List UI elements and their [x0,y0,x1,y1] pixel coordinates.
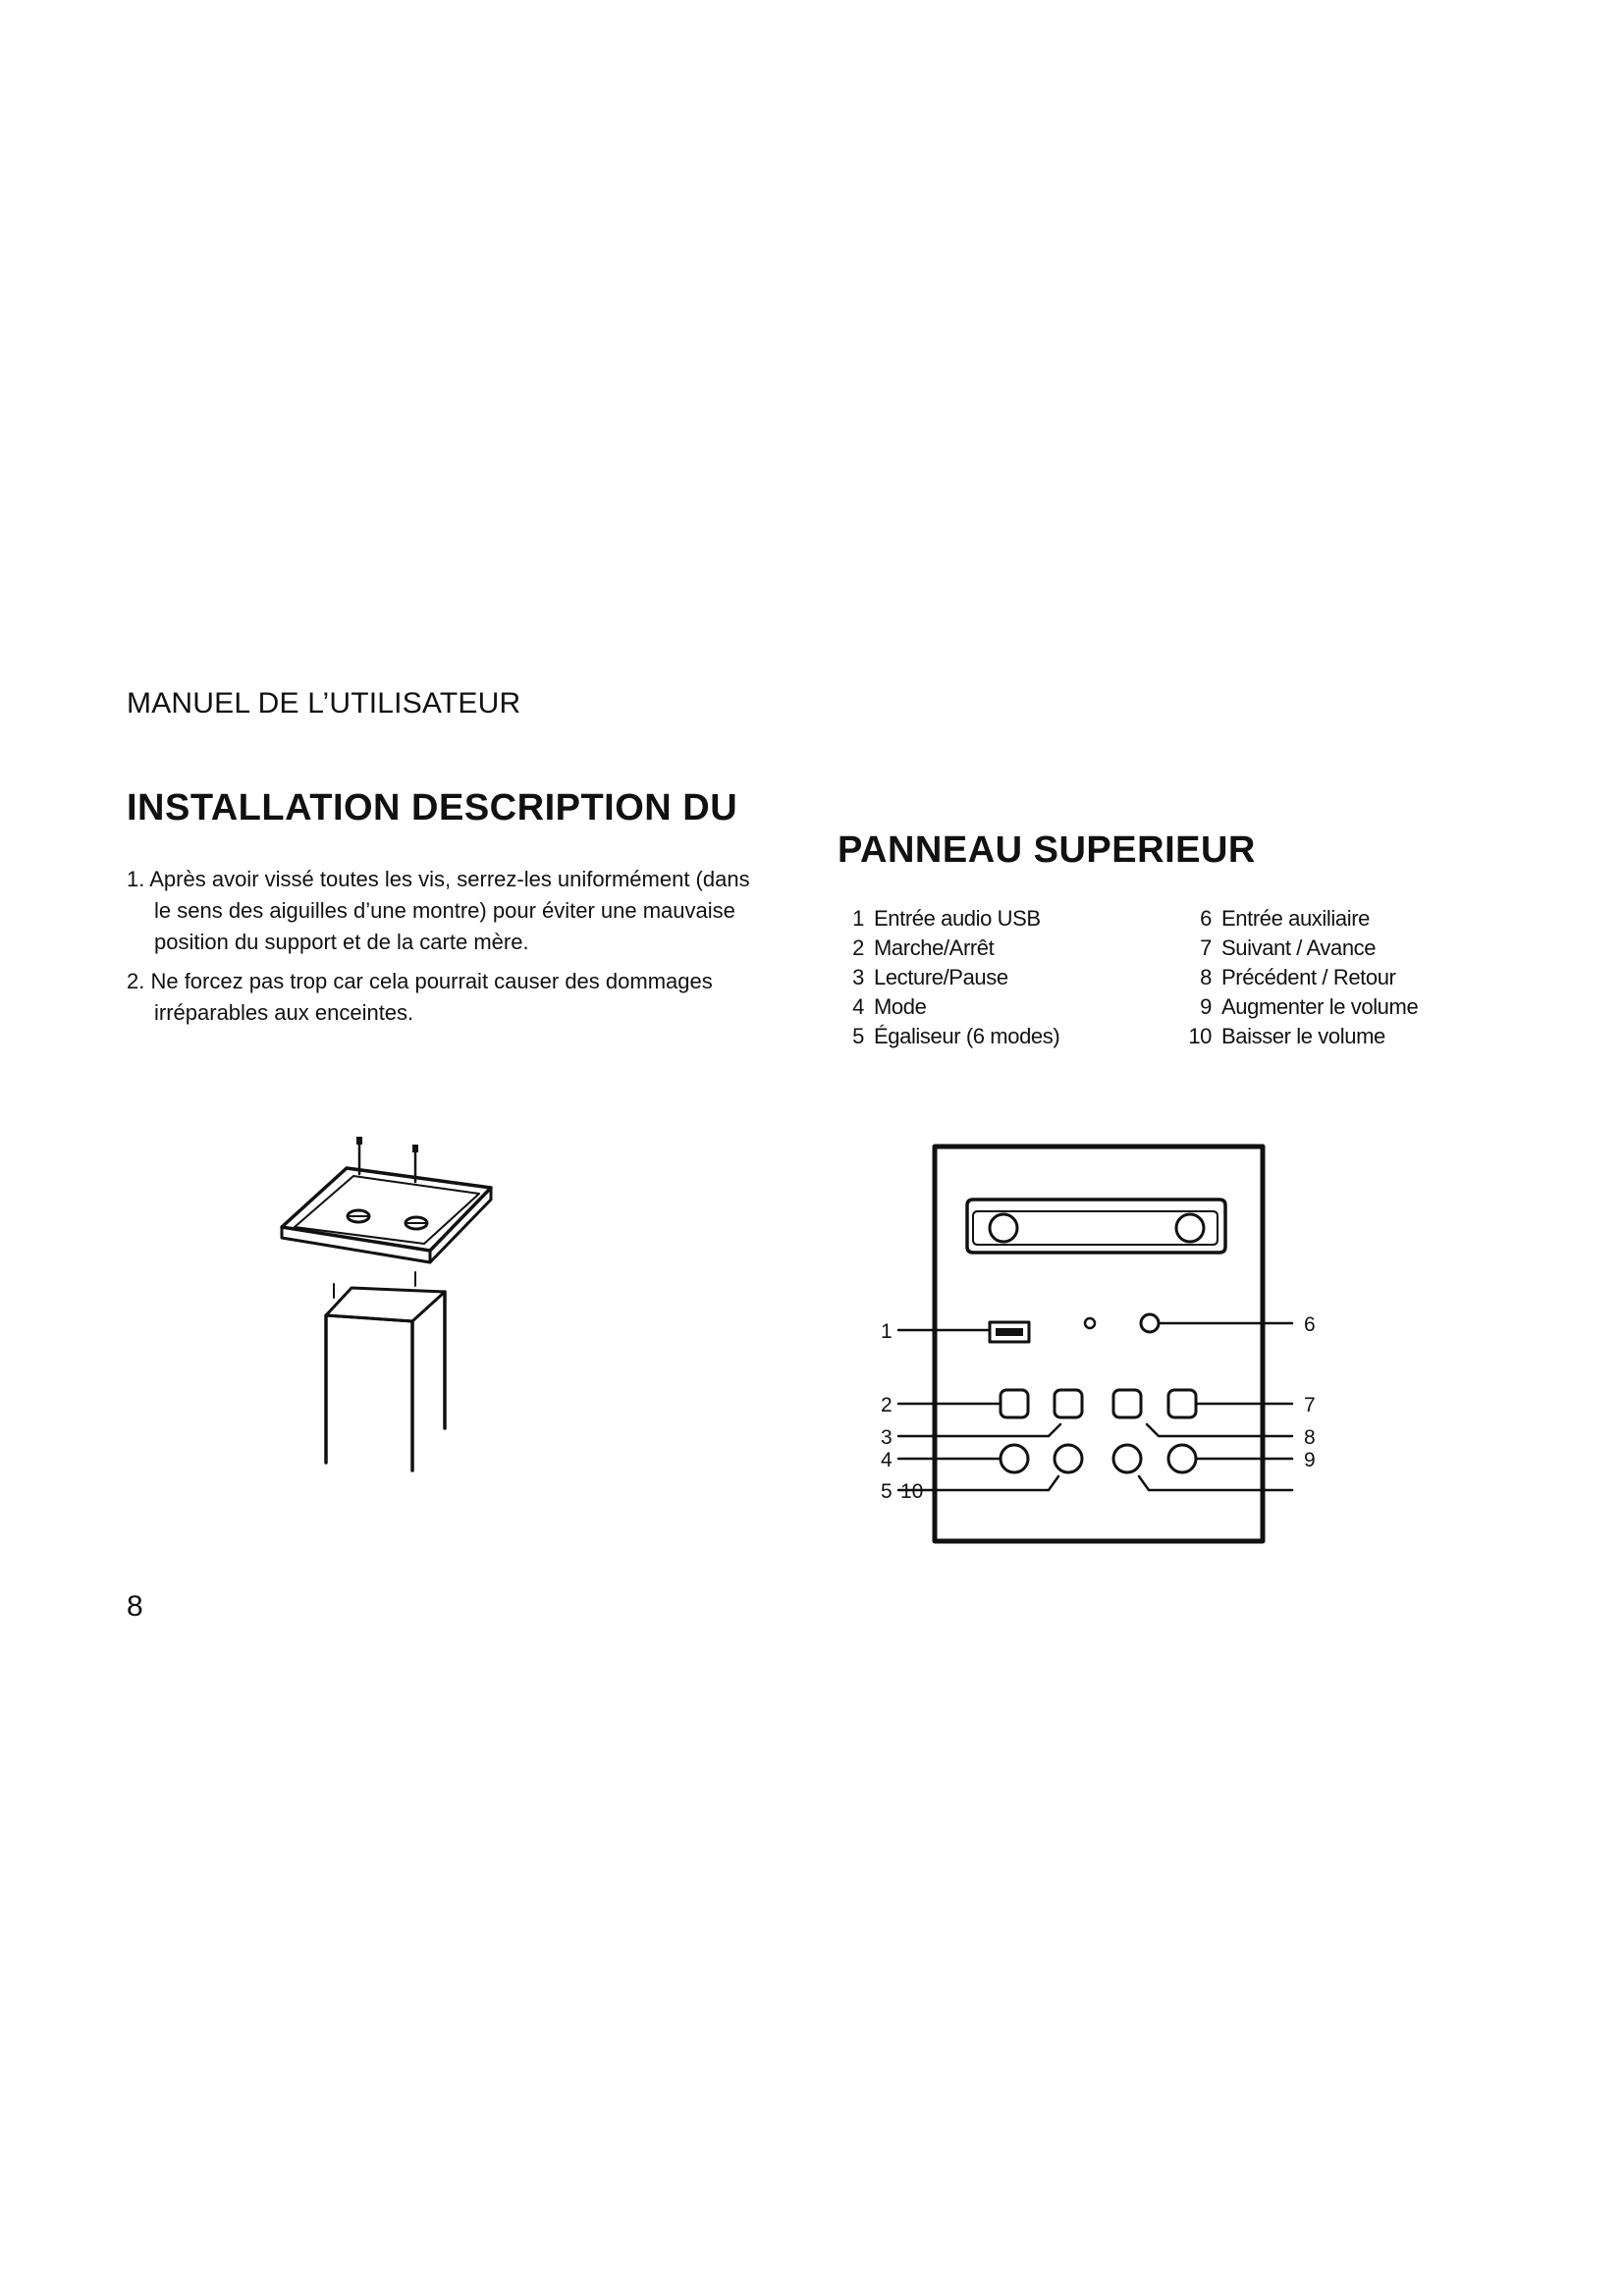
legend-item [842,963,1059,992]
legend-label: Entrée audio USB [874,906,1041,931]
legend-list-right [1176,904,1418,1051]
legend-number: 1 [852,906,864,931]
callout-1: 1 [881,1320,893,1343]
callout-8: 8 [1304,1426,1316,1449]
play-pause-button[interactable] [1055,1390,1082,1417]
aux-jack-icon [1141,1314,1159,1332]
legend-label: Égaliseur (6 modes) [874,1024,1060,1048]
instruction-line: 1. Après avoir vissé toutes les vis, serrez-les uniformément (dans [127,867,750,891]
instruction-line: le sens des aiguilles d’une montre) pour éviter une mauvaise [154,898,735,923]
legend-number: 9 [1200,994,1212,1019]
legend-item [842,992,1059,1022]
legend-item [1176,934,1418,963]
legend-number: 5 [852,1024,864,1048]
usb-port-icon [990,1322,1029,1342]
legend-list-left [842,904,1059,1051]
speaker-top-outline [935,1147,1263,1541]
legend-item [1176,963,1418,992]
top-plate [282,1168,491,1262]
callout-3: 3 [881,1426,893,1449]
legend-item [1176,1022,1418,1051]
legend-number: 2 [852,935,864,960]
instruction-line: 2. Ne forcez pas trop car cela pourrait causer des dommages [127,969,713,993]
legend-label: Baisser le volume [1221,1024,1385,1048]
legend-label: Lecture/Pause [874,965,1008,989]
installation-illustration [275,1129,530,1482]
equalizer-button[interactable] [1055,1445,1082,1472]
legend-label: Suivant / Avance [1221,935,1377,960]
legend-number: 7 [1200,935,1212,960]
legend-item [842,1022,1059,1051]
callout-10: 10 [900,1480,924,1503]
instruction-item [127,966,814,1029]
legend-item [1176,992,1418,1022]
legend-number: 8 [1200,965,1212,989]
previous-button[interactable] [1113,1390,1141,1417]
running-header: MANUEL DE L’UTILISATEUR [127,687,521,720]
stand-post [326,1272,445,1470]
indicator-led-icon [1085,1318,1095,1328]
top-panel-diagram [864,1139,1326,1551]
section-title-top-panel: PANNEAU SUPERIEUR [838,829,1256,871]
section-title-installation: INSTALLATION DESCRIPTION DU [127,787,738,828]
instruction-item [127,864,814,958]
legend-label: Mode [874,994,927,1019]
callout-4: 4 [881,1449,893,1471]
callout-7: 7 [1304,1394,1316,1416]
legend-item [842,904,1059,934]
callout-9: 9 [1304,1449,1316,1471]
legend-label: Entrée auxiliaire [1221,906,1370,931]
handle [967,1200,1225,1253]
legend-number: 6 [1200,906,1212,931]
page-number: 8 [127,1590,143,1623]
callout-5: 5 [881,1480,893,1503]
legend-number: 10 [1188,1024,1212,1048]
mode-button[interactable] [1001,1445,1028,1472]
legend-item [1176,904,1418,934]
leader-lines [898,1323,1292,1490]
callout-2: 2 [881,1394,893,1416]
power-button[interactable] [1001,1390,1028,1417]
legend-item [842,934,1059,963]
legend-label: Augmenter le volume [1221,994,1419,1019]
volume-up-button[interactable] [1168,1445,1196,1472]
instruction-line: irréparables aux enceintes. [154,1000,414,1025]
instruction-line: position du support et de la carte mère. [154,930,529,954]
legend-label: Précédent / Retour [1221,965,1396,989]
next-button[interactable] [1168,1390,1196,1417]
legend-number: 4 [852,994,864,1019]
callout-6: 6 [1304,1313,1316,1336]
legend-number: 3 [852,965,864,989]
volume-down-button[interactable] [1113,1445,1141,1472]
legend-label: Marche/Arrêt [874,935,995,960]
